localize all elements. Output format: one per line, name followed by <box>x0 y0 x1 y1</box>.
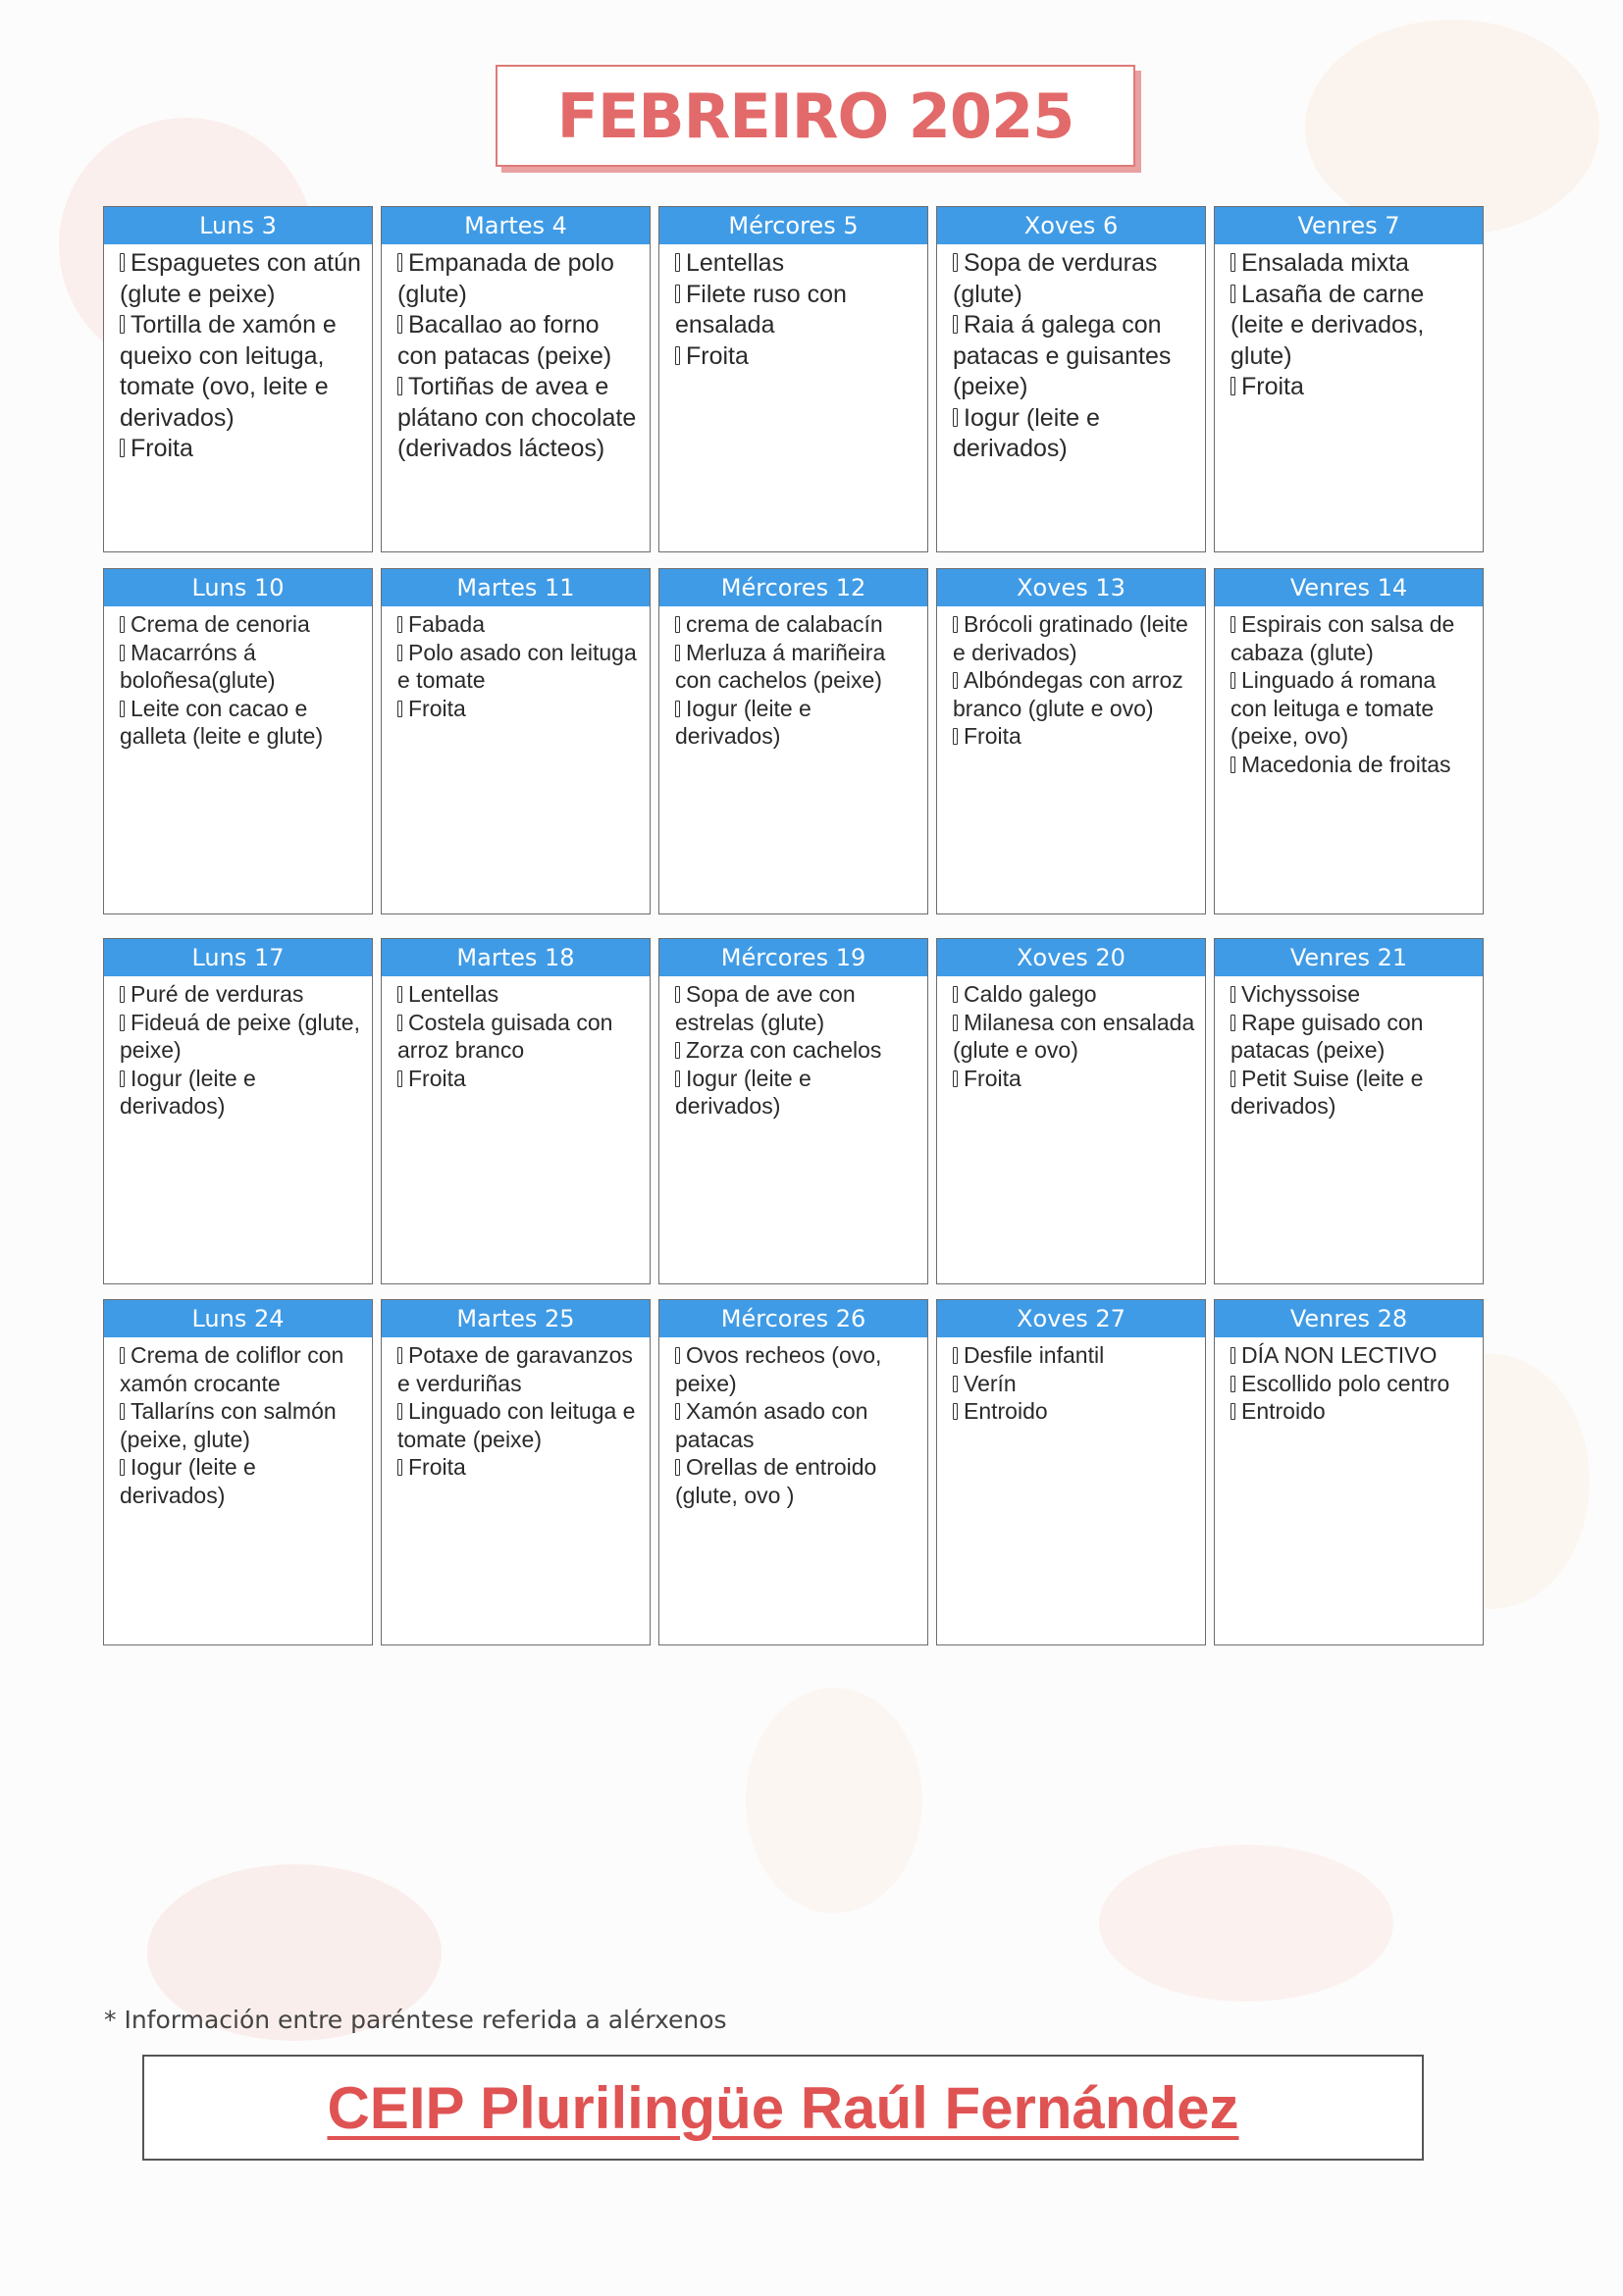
menu-item-text: Xamón asado con patacas <box>675 1398 868 1452</box>
day-menu <box>104 606 372 751</box>
menu-item-text: Crema de coliflor con xamón crocante <box>120 1342 344 1396</box>
bullet-icon <box>120 1070 125 1087</box>
menu-item-text: Raia á galega con patacas e guisantes (peixe) <box>953 311 1172 400</box>
menu-item-text: Potaxe de garavanzos e verduriñas <box>397 1342 633 1396</box>
bullet-icon <box>397 616 402 633</box>
day-header: Venres 21 <box>1215 939 1483 976</box>
week-row <box>103 568 1490 916</box>
menu-item-text: Leite con cacao e galleta (leite e glute) <box>120 695 324 749</box>
menu-item <box>120 248 366 310</box>
day-menu <box>659 606 927 751</box>
day-cell <box>103 1299 373 1645</box>
menu-item-text: Espaguetes con atún (glute e peixe) <box>120 249 361 308</box>
bullet-icon <box>953 253 958 272</box>
bullet-icon <box>120 616 125 633</box>
menu-item <box>953 1397 1199 1426</box>
day-header: Luns 3 <box>104 207 372 244</box>
menu-item-text: crema de calabacín <box>686 611 883 637</box>
day-menu <box>659 976 927 1121</box>
menu-item-text: Desfile infantil <box>964 1342 1105 1368</box>
menu-item <box>397 310 644 372</box>
menu-item-text: Froita <box>131 435 193 462</box>
menu-item <box>953 310 1199 403</box>
menu-item <box>675 1397 921 1453</box>
bullet-icon <box>675 1070 680 1087</box>
bullet-icon <box>953 408 958 427</box>
menu-item-text: Rape guisado con patacas (peixe) <box>1230 1009 1424 1063</box>
day-cell <box>658 568 928 914</box>
day-menu <box>937 1337 1205 1426</box>
menu-item <box>1230 1009 1477 1065</box>
menu-item-text: Froita <box>964 1065 1021 1091</box>
menu-item-text: Milanesa con ensalada (glute e ovo) <box>953 1009 1195 1063</box>
bullet-icon <box>397 1070 402 1087</box>
day-cell <box>381 1299 651 1645</box>
menu-item-text: Entroido <box>1241 1398 1326 1424</box>
menu-item-text: Fideuá de peixe (glute, peixe) <box>120 1009 360 1063</box>
bullet-icon <box>953 986 958 1003</box>
menu-item <box>120 1341 366 1397</box>
menu-item-text: Costela guisada con arroz branco <box>397 1009 613 1063</box>
day-cell <box>658 206 928 552</box>
menu-item <box>675 341 921 373</box>
day-header: Mércores 5 <box>659 207 927 244</box>
menu-item <box>675 1453 921 1509</box>
day-header: Venres 7 <box>1215 207 1483 244</box>
week-row <box>103 206 1490 554</box>
day-menu <box>937 244 1205 465</box>
bullet-icon <box>953 728 958 745</box>
bullet-icon <box>675 346 680 365</box>
bullet-icon <box>397 645 402 661</box>
menu-item-text: Froita <box>964 723 1021 749</box>
bullet-icon <box>953 672 958 689</box>
day-menu <box>104 976 372 1121</box>
menu-item <box>397 1397 644 1453</box>
day-cell <box>103 568 373 914</box>
menu-item-text: Macarróns á boloñesa(glute) <box>120 639 276 693</box>
bullet-icon <box>397 1459 402 1476</box>
menu-item-text: Filete ruso con ensalada <box>675 280 847 339</box>
menu-item-text: Sopa de verduras (glute) <box>953 249 1158 308</box>
day-header: Venres 14 <box>1215 569 1483 606</box>
menu-item-text: Linguado á romana con leituga e tomate (peixe, ovo) <box>1230 667 1437 749</box>
menu-item-text: Tortilla de xamón e queixo con leituga, tomate (ovo, leite e derivados) <box>120 311 337 432</box>
day-header: Martes 11 <box>382 569 650 606</box>
menu-item <box>675 248 921 280</box>
menu-item <box>120 1397 366 1453</box>
menu-item-text: Entroido <box>964 1398 1048 1424</box>
day-menu <box>382 606 650 722</box>
menu-item <box>1230 280 1477 373</box>
menu-item-text: Brócoli gratinado (leite e derivados) <box>953 611 1188 665</box>
menu-item <box>120 434 366 465</box>
bullet-icon <box>675 1459 680 1476</box>
menu-item <box>675 1036 921 1065</box>
bullet-icon <box>953 1070 958 1087</box>
menu-item <box>120 1453 366 1509</box>
day-menu <box>104 1337 372 1509</box>
day-menu <box>1215 606 1483 778</box>
day-menu <box>382 976 650 1092</box>
menu-item <box>953 248 1199 310</box>
menu-item <box>675 980 921 1036</box>
menu-item <box>675 610 921 639</box>
bullet-icon <box>120 1403 125 1420</box>
bullet-icon <box>1230 1403 1235 1420</box>
menu-item <box>120 310 366 434</box>
week-row <box>103 938 1490 1286</box>
menu-item <box>397 1065 644 1093</box>
menu-item-text: Iogur (leite e derivados) <box>120 1065 256 1119</box>
bullet-icon <box>397 1347 402 1364</box>
menu-item-text: Bacallao ao forno con patacas (peixe) <box>397 311 612 370</box>
day-header: Luns 24 <box>104 1300 372 1337</box>
day-header: Luns 17 <box>104 939 372 976</box>
month-title-box <box>496 65 1135 167</box>
day-header: Martes 25 <box>382 1300 650 1337</box>
month-title: FEBREIRO 2025 <box>556 79 1074 152</box>
day-cell <box>936 568 1206 914</box>
menu-item <box>1230 751 1477 779</box>
week-row <box>103 1299 1490 1647</box>
menu-item-text: Froita <box>408 695 466 721</box>
menu-item-text: Merluza á mariñeira con cachelos (peixe) <box>675 639 886 693</box>
menu-item <box>120 610 366 639</box>
menu-item <box>397 248 644 310</box>
menu-item <box>1230 610 1477 666</box>
bullet-icon <box>675 1347 680 1364</box>
bullet-icon <box>953 1015 958 1031</box>
menu-item-text: Vichyssoise <box>1241 981 1361 1007</box>
bullet-icon <box>1230 757 1235 773</box>
menu-item-text: Tallaríns con salmón (peixe, glute) <box>120 1398 337 1452</box>
day-header: Martes 4 <box>382 207 650 244</box>
menu-item <box>1230 248 1477 280</box>
background-decoration <box>1305 20 1599 235</box>
menu-item-text: Zorza con cachelos <box>686 1037 882 1063</box>
menu-item-text: Petit Suise (leite e derivados) <box>1230 1065 1424 1119</box>
bullet-icon <box>953 315 958 334</box>
bullet-icon <box>675 986 680 1003</box>
menu-item <box>1230 1370 1477 1398</box>
menu-item <box>953 1370 1199 1398</box>
day-cell <box>381 206 651 552</box>
day-menu <box>659 244 927 372</box>
menu-item <box>397 1009 644 1065</box>
menu-item-text: Tortiñas de avea e plátano con chocolate (derivados lácteos) <box>397 373 637 462</box>
bullet-icon <box>675 616 680 633</box>
day-cell <box>936 206 1206 552</box>
day-header: Venres 28 <box>1215 1300 1483 1337</box>
menu-item <box>397 1341 644 1397</box>
menu-item-text: DÍA NON LECTIVO <box>1241 1342 1438 1368</box>
bullet-icon <box>953 1376 958 1392</box>
menu-item-text: Froita <box>408 1454 466 1480</box>
bullet-icon <box>397 315 402 334</box>
menu-item-text: Puré de verduras <box>131 981 304 1007</box>
bullet-icon <box>675 645 680 661</box>
menu-item <box>1230 1397 1477 1426</box>
bullet-icon <box>120 439 125 457</box>
bullet-icon <box>120 986 125 1003</box>
menu-item-text: Linguado con leituga e tomate (peixe) <box>397 1398 636 1452</box>
school-name-box <box>142 2055 1424 2161</box>
day-menu <box>1215 1337 1483 1426</box>
day-menu <box>104 244 372 465</box>
day-cell <box>658 938 928 1284</box>
menu-item <box>397 639 644 695</box>
menu-item <box>120 1065 366 1121</box>
bullet-icon <box>120 253 125 272</box>
day-header: Luns 10 <box>104 569 372 606</box>
bullet-icon <box>953 1403 958 1420</box>
menu-item <box>675 1065 921 1121</box>
bullet-icon <box>953 1347 958 1364</box>
background-decoration <box>1099 1845 1393 2002</box>
menu-item-text: Iogur (leite e derivados) <box>675 695 812 749</box>
day-header: Xoves 20 <box>937 939 1205 976</box>
bullet-icon <box>1230 1376 1235 1392</box>
bullet-icon <box>675 1042 680 1059</box>
bullet-icon <box>120 701 125 717</box>
menu-item <box>1230 1065 1477 1121</box>
menu-item-text: Lasaña de carne (leite e derivados, glute) <box>1230 280 1425 370</box>
day-menu <box>1215 976 1483 1121</box>
menu-item <box>1230 980 1477 1009</box>
bullet-icon <box>397 377 402 395</box>
menu-item <box>397 1453 644 1482</box>
day-header: Mércores 26 <box>659 1300 927 1337</box>
day-cell <box>381 938 651 1284</box>
bullet-icon <box>1230 1070 1235 1087</box>
menu-item <box>397 695 644 723</box>
menu-item <box>953 610 1199 666</box>
day-menu <box>382 1337 650 1482</box>
day-header: Mércores 19 <box>659 939 927 976</box>
menu-item-text: Froita <box>1241 373 1304 400</box>
menu-item <box>675 280 921 341</box>
menu-item <box>675 695 921 751</box>
menu-item-text: Froita <box>686 341 749 370</box>
menu-item-text: Caldo galego <box>964 981 1097 1007</box>
bullet-icon <box>675 285 680 303</box>
day-cell <box>1214 206 1484 552</box>
day-header: Mércores 12 <box>659 569 927 606</box>
day-menu <box>659 1337 927 1509</box>
day-cell <box>936 1299 1206 1645</box>
menu-item <box>953 1009 1199 1065</box>
menu-item-text: Macedonia de froitas <box>1241 751 1451 777</box>
menu-item-text: Lentellas <box>408 981 499 1007</box>
day-cell <box>1214 1299 1484 1645</box>
menu-item <box>953 1341 1199 1370</box>
menu-item <box>120 639 366 695</box>
day-menu <box>1215 244 1483 403</box>
menu-item-text: Froita <box>408 1065 466 1091</box>
menu-item <box>120 695 366 751</box>
menu-item-text: Espirais con salsa de cabaza (glute) <box>1230 611 1455 665</box>
day-cell <box>103 206 373 552</box>
menu-item <box>953 666 1199 722</box>
bullet-icon <box>120 1459 125 1476</box>
menu-item-text: Iogur (leite e derivados) <box>120 1454 256 1508</box>
day-cell <box>1214 568 1484 914</box>
bullet-icon <box>1230 1347 1235 1364</box>
menu-item <box>675 639 921 695</box>
bullet-icon <box>675 701 680 717</box>
allergen-footnote: * Información entre paréntese referida a alérxenos <box>104 2006 727 2034</box>
day-cell <box>381 568 651 914</box>
menu-item-text: Iogur (leite e derivados) <box>953 403 1100 462</box>
day-header: Xoves 6 <box>937 207 1205 244</box>
bullet-icon <box>397 1015 402 1031</box>
menu-item-text: Fabada <box>408 611 486 637</box>
bullet-icon <box>1230 1015 1235 1031</box>
menu-item-text: Polo asado con leituga e tomate <box>397 639 637 693</box>
bullet-icon <box>1230 285 1235 303</box>
menu-item <box>1230 666 1477 751</box>
menu-item-text: Orellas de entroido (glute, ovo ) <box>675 1454 877 1508</box>
bullet-icon <box>1230 253 1235 272</box>
menu-item <box>397 610 644 639</box>
day-cell <box>1214 938 1484 1284</box>
bullet-icon <box>675 253 680 272</box>
bullet-icon <box>675 1403 680 1420</box>
menu-item-text: Sopa de ave con estrelas (glute) <box>675 981 856 1035</box>
menu-item-text: Verín <box>964 1370 1017 1396</box>
day-menu <box>937 606 1205 751</box>
menu-item <box>1230 1341 1477 1370</box>
menu-item <box>120 1009 366 1065</box>
day-cell <box>658 1299 928 1645</box>
day-cell <box>103 938 373 1284</box>
menu-item <box>953 403 1199 465</box>
menu-item-text: Ensalada mixta <box>1241 249 1409 277</box>
menu-item <box>953 980 1199 1009</box>
bullet-icon <box>397 986 402 1003</box>
menu-item <box>1230 372 1477 403</box>
bullet-icon <box>397 1403 402 1420</box>
menu-item <box>675 1341 921 1397</box>
day-header: Xoves 13 <box>937 569 1205 606</box>
bullet-icon <box>397 253 402 272</box>
menu-item-text: Escollido polo centro <box>1241 1370 1450 1396</box>
menu-item <box>953 1065 1199 1093</box>
menu-item <box>953 722 1199 751</box>
day-header: Martes 18 <box>382 939 650 976</box>
bullet-icon <box>120 1347 125 1364</box>
menu-item <box>397 372 644 465</box>
day-menu <box>937 976 1205 1092</box>
menu-item-text: Lentellas <box>686 249 785 277</box>
bullet-icon <box>1230 616 1235 633</box>
menu-item <box>397 980 644 1009</box>
bullet-icon <box>1230 672 1235 689</box>
day-header: Xoves 27 <box>937 1300 1205 1337</box>
menu-item-text: Albóndegas con arroz branco (glute e ovo) <box>953 667 1183 721</box>
day-cell <box>936 938 1206 1284</box>
bullet-icon <box>120 1015 125 1031</box>
school-name: CEIP Plurilingüe Raúl Fernández <box>327 2074 1239 2141</box>
menu-item <box>120 980 366 1009</box>
menu-item-text: Iogur (leite e derivados) <box>675 1065 812 1119</box>
menu-item-text: Empanada de polo (glute) <box>397 249 614 308</box>
bullet-icon <box>1230 377 1235 395</box>
background-decoration <box>746 1688 922 1913</box>
bullet-icon <box>1230 986 1235 1003</box>
bullet-icon <box>120 645 125 661</box>
menu-item-text: Crema de cenoria <box>131 611 310 637</box>
bullet-icon <box>953 616 958 633</box>
bullet-icon <box>120 315 125 334</box>
bullet-icon <box>397 701 402 717</box>
menu-item-text: Ovos recheos (ovo, peixe) <box>675 1342 882 1396</box>
day-menu <box>382 244 650 465</box>
